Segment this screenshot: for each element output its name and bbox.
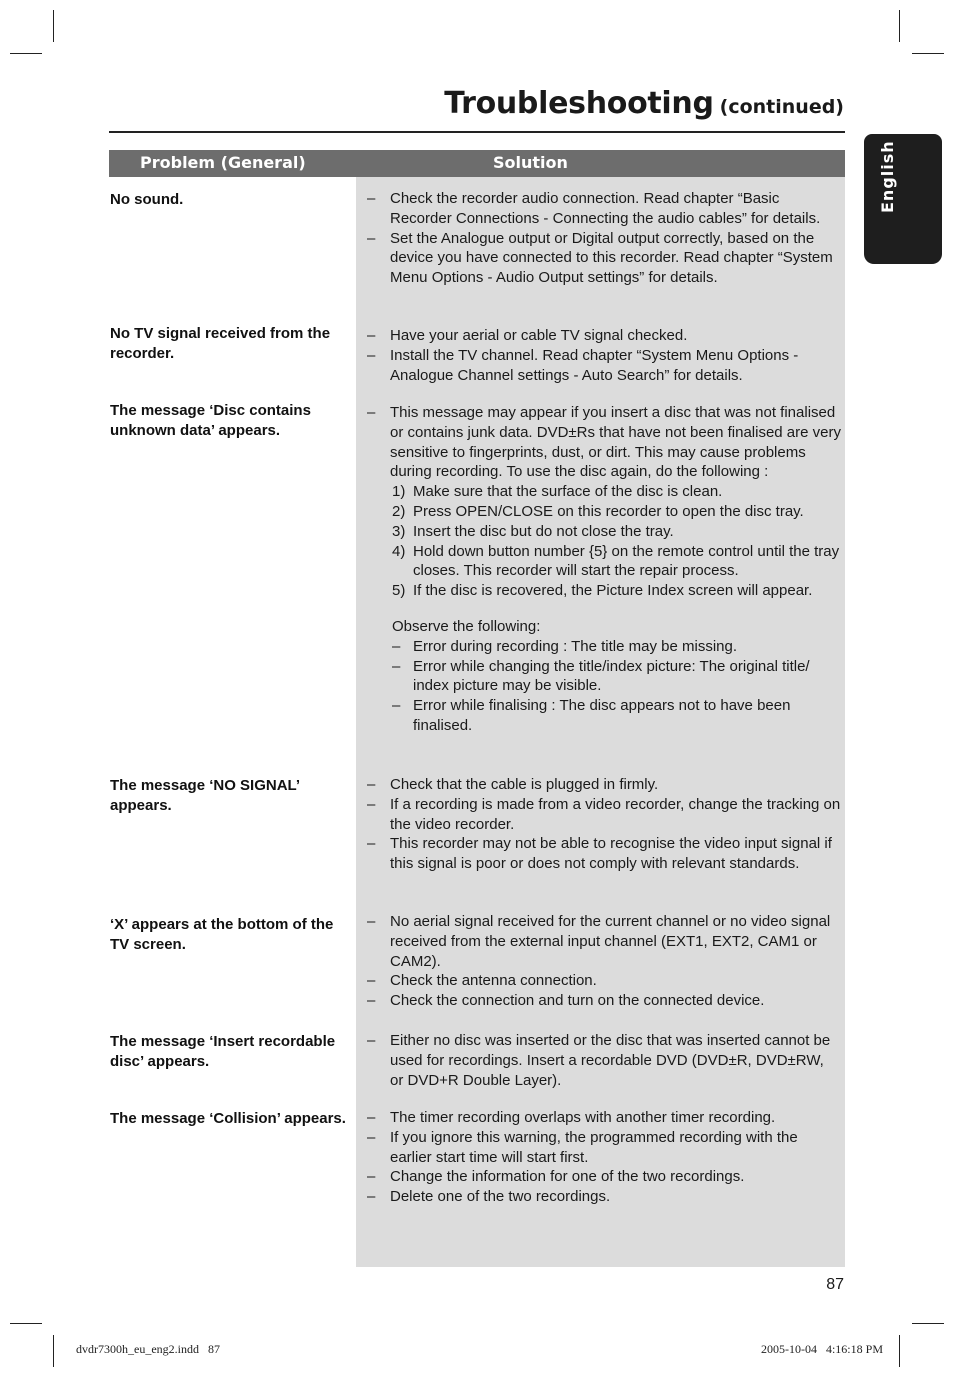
solution-x-appears	[367, 912, 841, 1011]
solution-item: – This recorder may not be able to recognise the video input signal if this signal is poor or does not comply with relevant standards.	[367, 835, 832, 873]
dash-bullet: –	[392, 637, 401, 655]
footer-filename: dvdr7300h_eu_eng2.indd 87	[76, 1342, 220, 1356]
solution-no-signal	[367, 775, 841, 874]
crop-mark	[10, 1323, 42, 1324]
dash-bullet: –	[367, 190, 376, 207]
problem-collision: The message ‘Collision’ appears.	[110, 1110, 346, 1127]
language-tab	[864, 134, 942, 264]
solution-no-sound	[367, 189, 841, 288]
solution-item: – Either no disc was inserted or the disc that was inserted cannot be used for recordings. Insert a recordable DVD (DVD±R, DVD±RW, or DVD+R Double Layer).	[367, 1032, 831, 1089]
dash-bullet: –	[367, 835, 376, 853]
dash-bullet: –	[367, 972, 376, 990]
solution-item: – This message may appear if you insert a disc that was not finalised or contains junk data. DVD±Rs that have not been finalised are very sensitive to fingerprints, dust, or dirt. This may cause problems during recording. To use the disc again, do the following :	[367, 404, 841, 481]
solution-item: – Delete one of the two recordings.	[367, 1188, 611, 1206]
solution-collision	[367, 1108, 841, 1207]
dash-bullet: –	[367, 1188, 376, 1206]
problem-no-tv-signal: No TV signal received from the recorder.	[110, 325, 331, 362]
problem-insert-recordable: The message ‘Insert recordable disc’ appears.	[110, 1033, 336, 1070]
crop-mark	[10, 53, 42, 54]
repair-step: 2) Press OPEN/CLOSE on this recorder to open the disc tray.	[392, 502, 804, 520]
problem-no-signal: The message ‘NO SIGNAL’ appears.	[110, 777, 300, 814]
dash-bullet: –	[392, 657, 401, 675]
solution-item: – Check the recorder audio connection. Read chapter “Basic Recorder Connections - Connecting the audio cables” for details.	[367, 190, 821, 227]
crop-mark	[899, 1335, 900, 1367]
observe-label: Observe the following:	[392, 617, 541, 635]
solution-item: – The timer recording overlaps with another timer recording.	[367, 1109, 776, 1126]
problem-unknown-data: The message ‘Disc contains unknown data’ appears.	[110, 402, 311, 439]
dash-bullet: –	[367, 1032, 376, 1049]
crop-mark	[53, 10, 54, 42]
crop-mark	[899, 10, 900, 42]
dash-bullet: –	[367, 992, 376, 1010]
title-divider	[109, 131, 845, 133]
dash-bullet: –	[367, 1168, 376, 1186]
dash-bullet: –	[392, 697, 401, 715]
title-continued: (continued)	[719, 96, 844, 118]
dash-bullet: –	[367, 776, 376, 793]
language-tab-label: English	[878, 140, 897, 213]
solution-item: – If a recording is made from a video recorder, change the tracking on the video recorder.	[367, 795, 841, 833]
repair-step: 4) Hold down button number {5} on the remote control until the tray closes. This recorder will start the repair process.	[392, 542, 840, 580]
solution-item: – Have your aerial or cable TV signal checked.	[367, 327, 688, 344]
problem-x-appears: ‘X’ appears at the bottom of the TV screen.	[110, 916, 334, 953]
page-title	[444, 86, 844, 121]
solution-item: – Change the information for one of the two recordings.	[367, 1168, 745, 1186]
repair-step: 5) If the disc is recovered, the Picture Index screen will appear.	[392, 582, 813, 600]
dash-bullet: –	[367, 1109, 376, 1126]
dash-bullet: –	[367, 229, 376, 247]
repair-step: 3) Insert the disc but do not close the tray.	[392, 522, 674, 540]
observe-item: – Error during recording : The title may be missing.	[392, 637, 738, 655]
repair-step: 1) Make sure that the surface of the disc is clean.	[392, 483, 723, 501]
solution-item: – Check the connection and turn on the connected device.	[367, 992, 765, 1010]
page-number: 87	[826, 1276, 844, 1293]
solution-item: – Check that the cable is plugged in firmly.	[367, 776, 659, 793]
observe-item: – Error while changing the title/index picture: The original title/ index picture may be visible.	[392, 657, 810, 695]
solution-item: – If you ignore this warning, the programmed recording with the earlier start time will start first.	[367, 1128, 798, 1166]
dash-bullet: –	[367, 913, 376, 930]
problem-no-sound: No sound.	[110, 191, 184, 208]
solution-item: – Install the TV channel. Read chapter “System Menu Options - Analogue Channel settings - Auto Search” for details.	[367, 346, 799, 384]
solution-no-tv-signal	[367, 326, 841, 385]
column-header-solution: Solution	[493, 153, 568, 172]
dash-bullet: –	[367, 346, 376, 364]
solution-item: – Check the antenna connection.	[367, 972, 597, 990]
solution-unknown-data	[367, 403, 841, 736]
solution-insert-recordable	[367, 1031, 841, 1090]
crop-mark	[53, 1335, 54, 1367]
title-text: Troubleshooting	[444, 86, 714, 121]
footer-timestamp: 2005-10-04 4:16:18 PM	[760, 1342, 883, 1356]
crop-mark	[912, 53, 944, 54]
observe-item: – Error while finalising : The disc appears not to have been finalised.	[392, 697, 791, 734]
dash-bullet: –	[367, 404, 376, 421]
dash-bullet: –	[367, 1128, 376, 1146]
crop-mark	[912, 1323, 944, 1324]
dash-bullet: –	[367, 327, 376, 344]
solution-item: – Set the Analogue output or Digital output correctly, based on the device you have connected to this recorder. Read chapter “System Menu Options - Audio Output settings” for details.	[367, 229, 833, 287]
solution-item: – No aerial signal received for the current channel or no video signal received from the external input channel (EXT1, EXT2, CAM1 or CAM2).	[367, 913, 831, 970]
column-header-problem: Problem (General)	[140, 153, 306, 172]
dash-bullet: –	[367, 795, 376, 813]
